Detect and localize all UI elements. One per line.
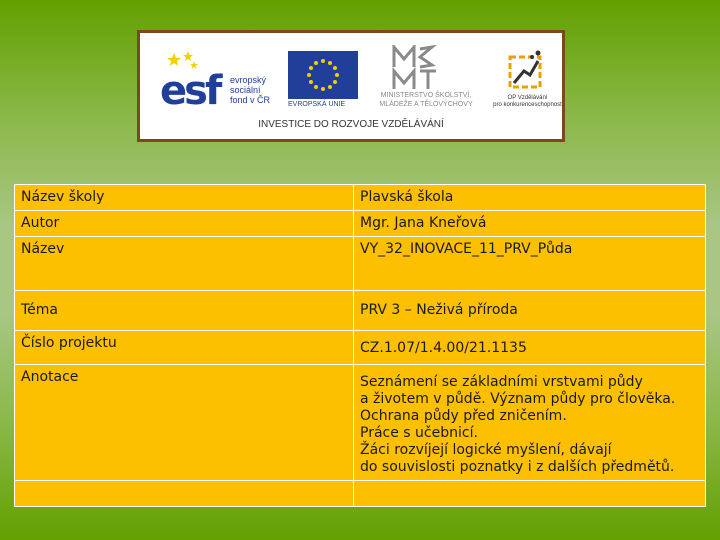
annotation-text (360, 374, 699, 476)
info-table (14, 184, 706, 507)
table-row (15, 365, 706, 481)
row-value (354, 365, 706, 481)
eu-caption: EVROPSKÁ UNIE (288, 101, 346, 108)
logo-banner (137, 30, 565, 142)
esf-caption-line: fond v ČR (230, 95, 271, 105)
banner-caption: INVESTICE DO ROZVOJE VZDĚLÁVÁNÍ (258, 119, 444, 130)
msmt-caption (366, 91, 486, 109)
annotation-line: Žáci rozvíjejí logické myšlení, dávají (360, 442, 612, 458)
msmt-emblem-icon (390, 45, 460, 91)
row-label: Autor (15, 211, 354, 237)
op-caption-line: OP Vzdělávání (507, 95, 548, 101)
table-row (15, 481, 706, 507)
row-value: PRV 3 – Neživá příroda (354, 291, 706, 331)
row-label: Anotace (15, 365, 354, 481)
op-logo (490, 47, 560, 117)
annotation-line: Ochrana půdy před zničením. (360, 408, 567, 424)
annotation-line: Seznámení se základními vrstvami půdy (360, 374, 643, 390)
esf-caption-line: sociální (230, 85, 261, 95)
op-caption (490, 95, 565, 109)
row-value: CZ.1.07/1.4.00/21.1135 (354, 331, 706, 365)
annotation-line: Práce s učebnicí. (360, 425, 478, 441)
annotation-line: do souvislosti poznatky i z dalších předmětů. (360, 459, 675, 475)
op-emblem-icon (504, 47, 548, 93)
row-label: Název (15, 237, 354, 291)
table-row (15, 185, 706, 211)
row-value: Mgr. Jana Kneřová (354, 211, 706, 237)
row-label (15, 481, 354, 507)
table-row (15, 291, 706, 331)
msmt-caption-line: MINISTERSTVO ŠKOLSTVÍ, (380, 92, 472, 99)
esf-wordmark: esf (160, 68, 220, 114)
row-label: Téma (15, 291, 354, 331)
op-caption-line: pro konkurenceschopnost (493, 102, 562, 108)
annotation-line: a životem v půdě. Význam půdy pro člověka. (360, 391, 676, 407)
row-value (354, 481, 706, 507)
row-label: Název školy (15, 185, 354, 211)
row-value: Plavská škola (354, 185, 706, 211)
esf-caption (230, 75, 278, 105)
msmt-logo (366, 45, 486, 115)
esf-logo (160, 51, 278, 113)
esf-caption-line: evropský (230, 75, 267, 85)
table-row (15, 211, 706, 237)
eu-flag-icon (288, 51, 358, 99)
table-row (15, 237, 706, 291)
row-label: Číslo projektu (15, 331, 354, 365)
eu-logo (288, 51, 358, 113)
row-value: VY_32_INOVACE_11_PRV_Půda (354, 237, 706, 291)
table-row (15, 331, 706, 365)
msmt-caption-line: MLÁDEŽE A TĚLOVÝCHOVY (379, 101, 473, 108)
